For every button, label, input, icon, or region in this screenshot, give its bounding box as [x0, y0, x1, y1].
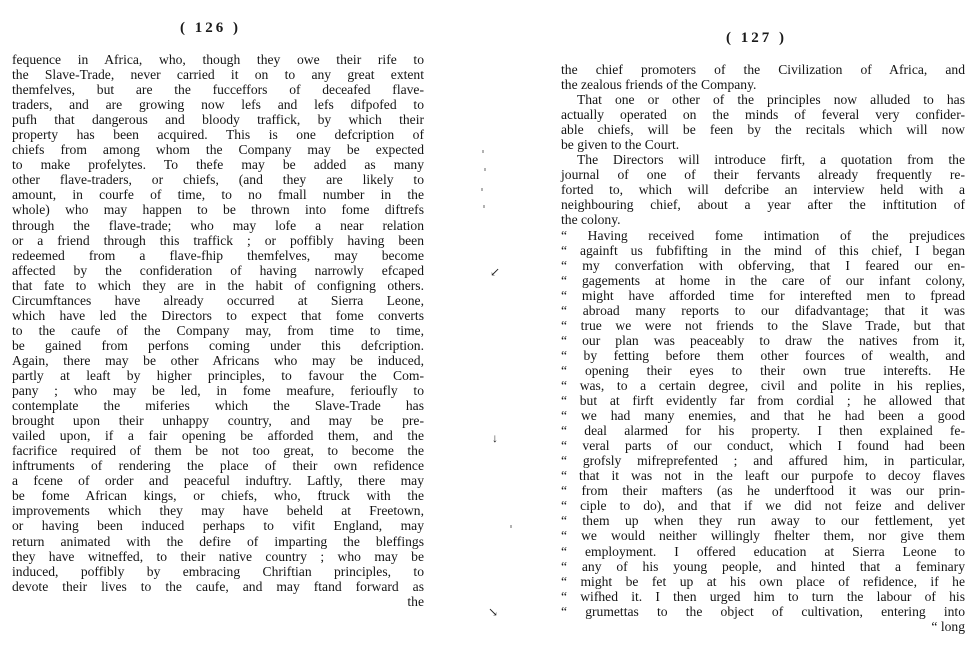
text-line: “ Having received fome intimation of the prejudices — [561, 227, 965, 243]
text-line: actually operated on the minds of feveral very confider- — [561, 107, 965, 123]
text-line: other flave-traders, or chiefs, (and they are likely to — [12, 172, 424, 188]
page-number: ( 126 ) — [180, 20, 241, 36]
text-line: devote their lives to the caufe, and may ftand forward as — [12, 578, 424, 594]
left-page — [0, 0, 470, 659]
text-line: neighbouring chief, about a year after the inftitution of — [561, 197, 965, 213]
text-line: chiefs from among whom the Company may be expected — [12, 142, 424, 158]
text-line: “ gagements at home in the care of our infant colony, — [561, 272, 965, 288]
text-line: that fate to which they are in the habit of configning others. — [12, 277, 424, 293]
text-line: pufh that dangerous and bloody traffick, by which their — [12, 112, 424, 128]
text-line: The Directors will introduce firft, a quotation from the — [577, 152, 965, 168]
text-line: a fcene of order and peaceful induftry. Laftly, there may — [12, 473, 424, 489]
text-line: return animated with the defire of imparting the bleffings — [12, 533, 424, 549]
text-line: which have led the Directors to expect that fome converts — [12, 307, 424, 323]
text-line: property has been acquired. This is one defcription of — [12, 127, 424, 143]
text-line: traders, and are growing now lefs and lefs difpofed to — [12, 97, 424, 113]
text-line: “ deal alarmed for his property. I then explained fe- — [561, 423, 965, 439]
text-line: Circumftances have already occurred at Sierra Leone, — [12, 292, 424, 308]
right-page — [470, 0, 980, 659]
text-line: “ we had many enemies, and that he had been a good — [561, 408, 965, 424]
text-line: or having been induced perhaps to vifit England, may — [12, 518, 424, 534]
text-line: they have witneffed, to their native country ; who may be — [12, 548, 424, 564]
text-line: “ abroad many reports to our difadvantage; that it was — [561, 302, 965, 318]
text-line: be gained from perfons coming under this defcription. — [12, 337, 424, 353]
text-line: facrifice required of them be not too great, to become the — [12, 443, 424, 459]
text-line: “ ciple to do), and that if we did not feize and deliver — [561, 498, 965, 514]
page-number: ( 127 ) — [726, 30, 787, 46]
text-line: “ might be fet up at his own place of refidence, if he — [561, 573, 965, 589]
text-line: the chief promoters of the Civilization of Africa, and — [561, 62, 965, 77]
text-line: “ wifhed it. I then urged him to turn the labour of his — [561, 588, 965, 604]
text-line: improvements which they may have beheld at Freetown, — [12, 503, 424, 519]
text-line: to make profelytes. To thefe may be added as many — [12, 157, 424, 173]
text-line: “ might have afforded time for interefted men to fpread — [561, 287, 965, 303]
text-line: “ againft us fubfifting in the mind of this chief, I began — [561, 242, 965, 258]
text-line: “ employment. I offered education at Sierra Leone to — [561, 543, 965, 559]
text-line: to the caufe of the Company may, from time to time, — [12, 322, 424, 338]
catchword: the — [407, 593, 424, 609]
text-line: “ my converfation with obferving, that I feared our en- — [561, 257, 965, 273]
text-line: pany ; who may be led, in fome meafure, ferioufly to — [12, 383, 424, 399]
text-line: able chiefs, will be feen by the recitals which will now — [561, 122, 965, 138]
text-line: contemplate the miferies which the Slave-Trade has — [12, 398, 424, 414]
text-line: “ we would neither willingly fhelter them, nor give them — [561, 528, 965, 544]
text-line: whole) who may happen to be thrown into fome diftrefs — [12, 202, 424, 218]
text-line: brought upon their unhappy country, and may be pre- — [12, 413, 424, 429]
text-line: “ veral parts of our conduct, which I found had been — [561, 438, 965, 454]
text-column — [12, 52, 424, 609]
text-line: “ grofsly mifreprefented ; and affured him, in particular, — [561, 453, 965, 469]
text-line: “ true we were not friends to the Slave Trade, but that — [561, 317, 965, 333]
text-line: “ opening their eyes to their own true interefts. He — [561, 362, 965, 378]
text-line: That one or other of the principles now alluded to has — [577, 92, 965, 108]
text-line: affected by the confideration of having narrowly efcaped — [12, 262, 424, 278]
catchword: “ long — [931, 618, 965, 634]
text-line: “ from their mafters (as he underftood it was our prin- — [561, 483, 965, 499]
text-line: “ was, to a certain degree, civil and polite in his replies, — [561, 377, 965, 393]
text-line: induced, poffibly by embracing Chriftian principles, to — [12, 563, 424, 579]
text-line: partly at leaft by higher principles, to favour the Com- — [12, 367, 424, 383]
text-line: vailed upon, if a fair opening be afforded them, and the — [12, 428, 424, 444]
text-line: the Slave-Trade, never carried it on to any great extent — [12, 67, 424, 83]
text-column — [561, 62, 965, 634]
book-gutter: ↙ ↓ ↘ — [470, 0, 530, 659]
text-line: the colony. — [561, 212, 621, 228]
text-line: “ but at firft evidently far from cordial ; he allowed that — [561, 393, 965, 409]
text-line: themfelves, but are the fucceffors of deceafed flave- — [12, 82, 424, 98]
text-line: journal of one of their fervants already frequently re- — [561, 167, 965, 183]
text-line: or a friend through this traffick ; or poffibly having been — [12, 232, 424, 248]
text-line: “ grumettas to the object of cultivation, entering into — [561, 603, 965, 619]
text-line: “ our plan was peaceably to draw the natives from it, — [561, 332, 965, 348]
text-line: forted to, which will defcribe an interview held with a — [561, 182, 965, 198]
text-line: “ any of his young people, and hinted that a feminary — [561, 558, 965, 574]
text-line: the zealous friends of the Company. — [561, 77, 757, 93]
text-line: “ by fetting before them other fources of wealth, and — [561, 347, 965, 363]
text-line: be fome African kings, or chiefs, who, ftruck with the — [12, 488, 424, 504]
text-line: through the flave-trade; who may lofe a near relation — [12, 217, 424, 233]
text-line: amount, in courfe of time, to no fmall number in the — [12, 187, 424, 203]
text-line: “ them up when they run away to our fettlement, yet — [561, 513, 965, 529]
text-line: be given to the Court. — [561, 137, 680, 153]
text-line: redeemed from a flave-fhip themfelves, may become — [12, 247, 424, 263]
text-line: inftruments of rendering the place of their own refidence — [12, 458, 424, 474]
text-line: “ that it was not in the leaft our purpofe to decoy flaves — [561, 468, 965, 484]
text-line: Again, there may be other Africans who may be induced, — [12, 352, 424, 368]
text-line: fequence in Africa, who, though they owe their rife to — [12, 52, 424, 67]
